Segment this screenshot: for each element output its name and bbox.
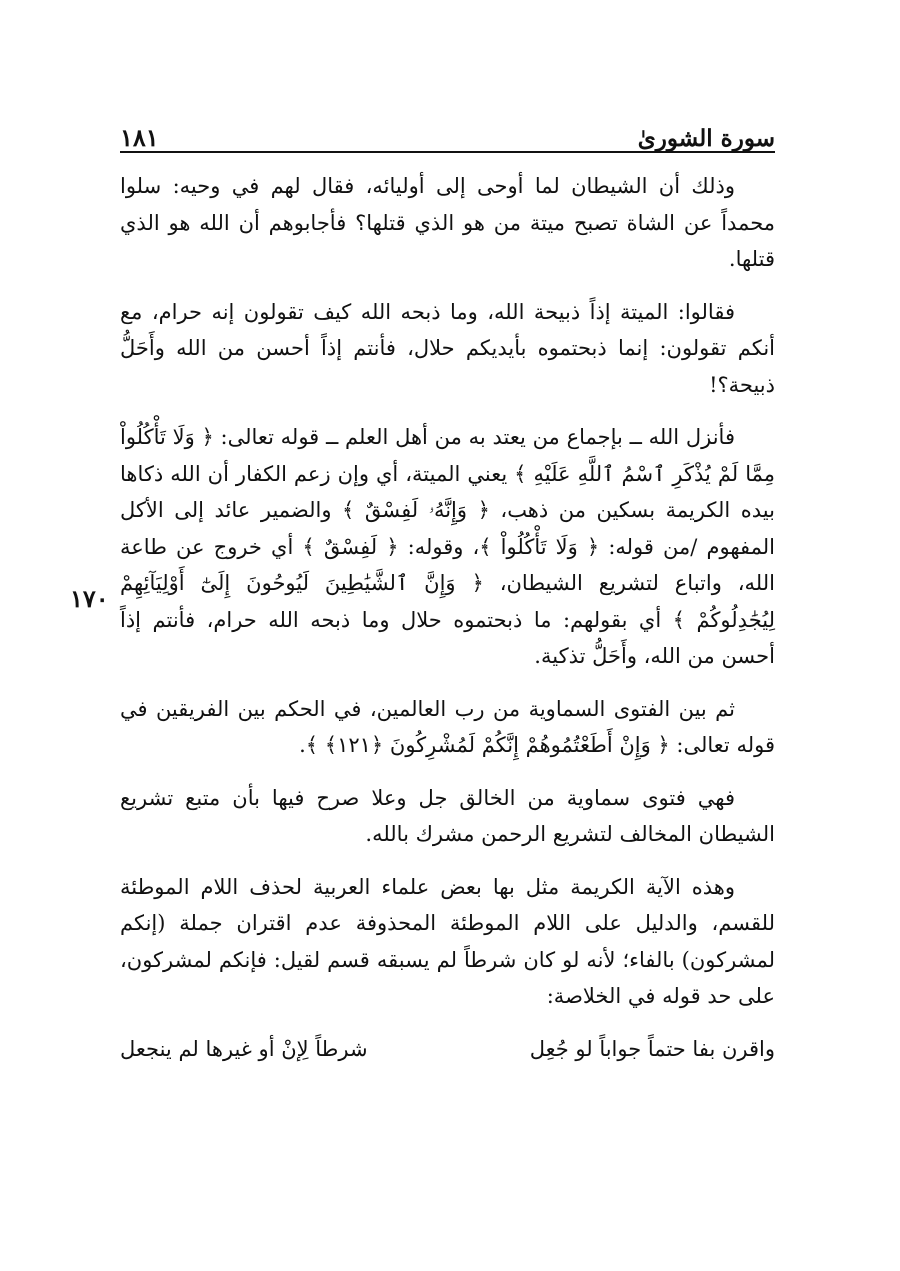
- paragraph: وهذه الآية الكريمة مثل بها بعض علماء العربية لحذف اللام الموطئة للقسم، والدليل على اللام الموطئة المحذوفة عدم اقتران جملة (إنكم لمشركون) بالفاء؛ لأنه لو كان شرطاً لم يسبقه قسم لقيل: فإنكم لمشركون، على حد قوله في الخلاصة:: [120, 874, 775, 1008]
- paragraph: ثم بين الفتوى السماوية من رب العالمين، في الحكم بين الفريقين في قوله تعالى: ﴿ وَإِنْ أَطَعْتُمُوهُمْ إِنَّكُمْ لَمُشْرِكُونَ ﴿١٢١﴾ ﴾.: [120, 696, 775, 757]
- verse-first-half: واقرن بفا حتماً جواباً لو جُعِل: [529, 1036, 775, 1061]
- paragraph: وذلك أن الشيطان لما أوحى إلى أوليائه، فقال لهم في وحيه: سلوا محمداً عن الشاة تصبح ميتة من هو الذي قتلها؟ فأجابوهم أن الله هو الذي قتلها.: [120, 174, 775, 271]
- paragraph: فأنزل الله ــ بإجماع من يعتد به من أهل العلم ــ قوله تعالى: ﴿ وَلَا تَأْكُلُواْ مِمَّا لَمْ يُذْكَرِ ٱسْمُ ٱللَّهِ عَلَيْهِ ﴾ يعني الميتة، أي وإن زعم الكفار أن الله ذكاها بيده الكريمة بسكين من ذهب، ﴿ وَإِنَّهُۥ لَفِسْقٌ ﴾ والضمير عائد إلى الأكل المفهوم /من قوله: ﴿ وَلَا تَأْكُلُواْ ﴾، وقوله: ﴿ لَفِسْقٌ ﴾ أي خروج عن طاعة الله، واتباع لتشريع الشيطان، ﴿ وَإِنَّ ٱلشَّيَٰطِينَ لَيُوحُونَ إِلَىٰٓ أَوْلِيَآئِهِمْ لِيُجَٰدِلُوكُمْ ﴾ أي بقولهم: ما ذبحتموه حلال وما ذبحه الله حرام، فأنتم إذاً أحسن من الله، وأَحَلُّ تذكية.: [120, 425, 775, 668]
- page-body: [120, 168, 775, 1083]
- page-header: [120, 108, 775, 152]
- paragraph: فهي فتوى سماوية من الخالق جل وعلا صرح فيها بأن متبع تشريع الشيطان المخالف لتشريع الرحمن مشرك بالله.: [120, 785, 775, 846]
- margin-page-reference: ١٧٠: [70, 584, 109, 613]
- paragraph: فقالوا: الميتة إذاً ذبيحة الله، وما ذبحه الله كيف تقولون إنه حرام، مع أنكم تقولون: إنما ذبحتموه بأيديكم حلال، فأنتم إذاً أحسن من الله وأَحَلُّ ذبيحة؟!: [120, 299, 775, 397]
- header-rule: [120, 151, 775, 153]
- verse-second-half: شرطاً لِإنْ أو غيرها لم ينجعل: [120, 1036, 368, 1061]
- poetry-verse: [120, 1031, 775, 1068]
- page-number: ١٨١: [120, 123, 159, 152]
- surah-title: سورة الشورىٰ: [637, 125, 775, 152]
